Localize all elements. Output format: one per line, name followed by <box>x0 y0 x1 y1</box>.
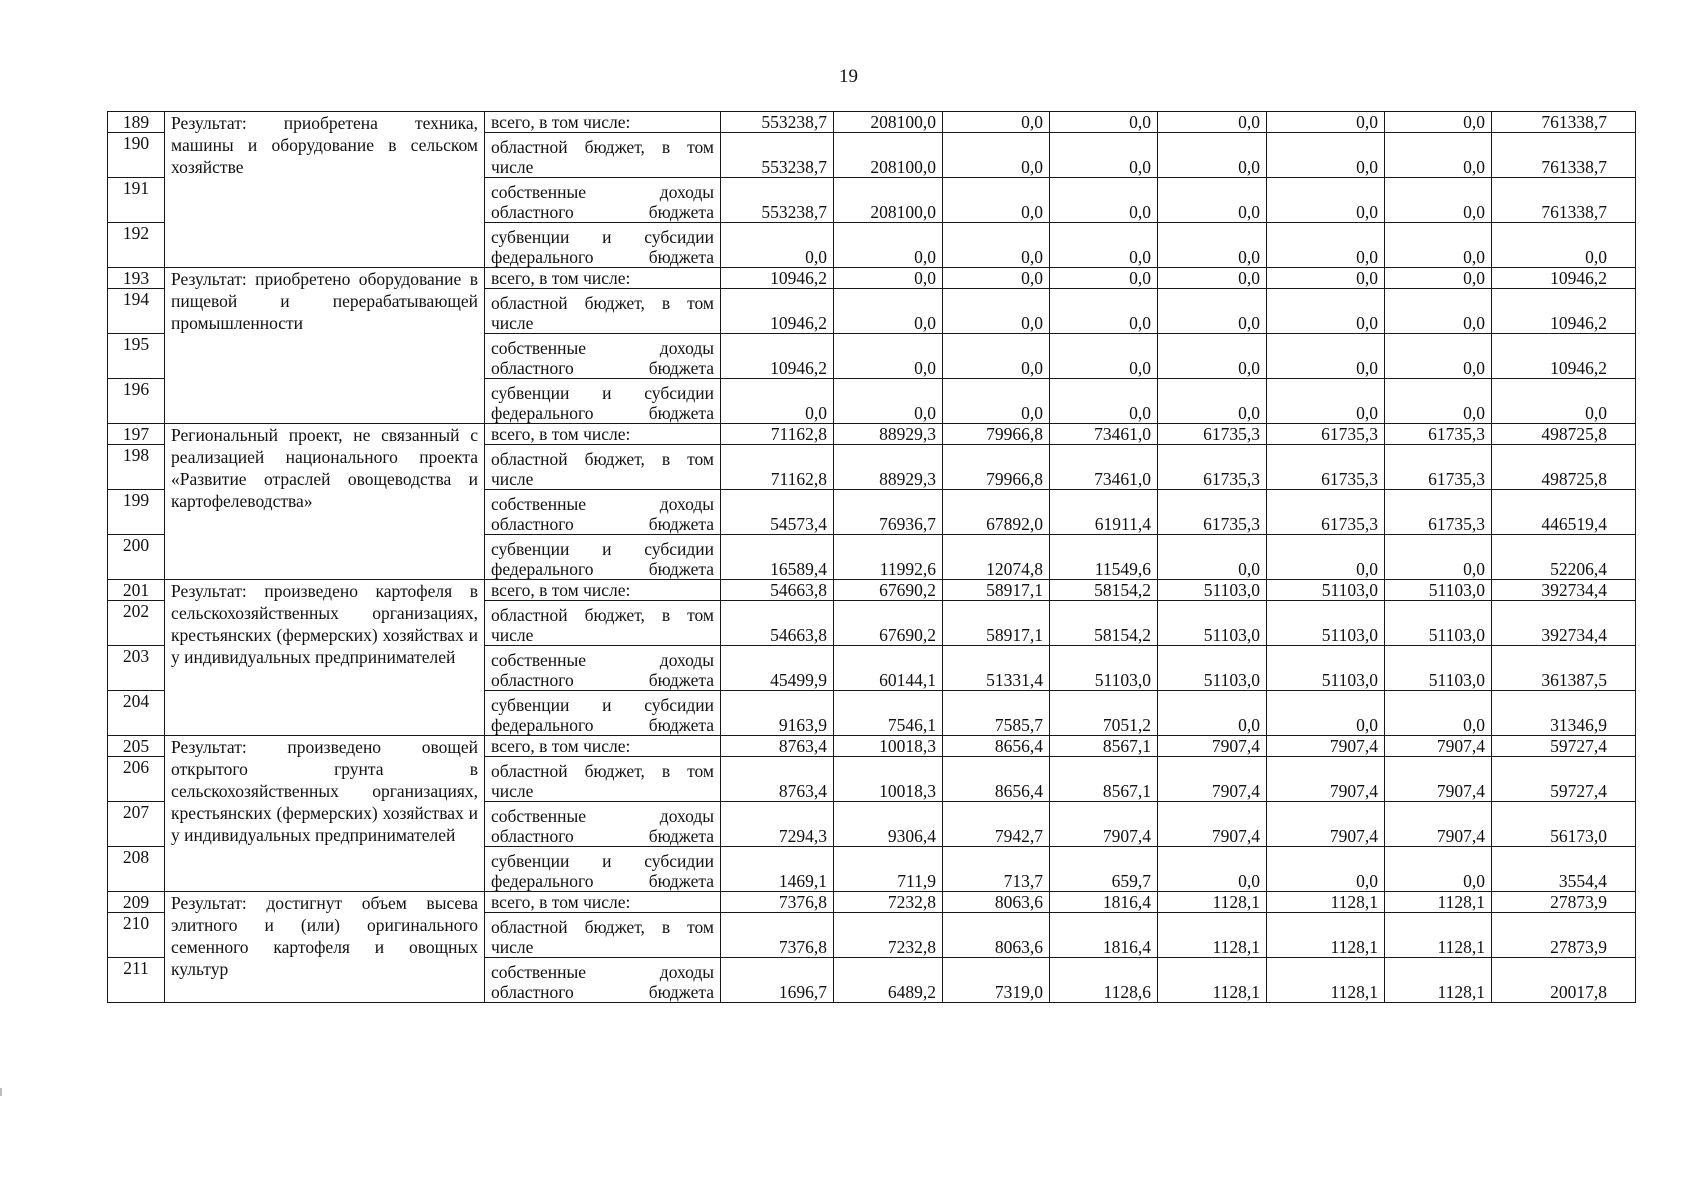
value-cell: 208100,0 <box>834 178 943 223</box>
value-cell: 10946,2 <box>721 289 834 334</box>
value-cell: 0,0 <box>1158 112 1267 133</box>
value-cell: 7907,4 <box>1385 757 1492 802</box>
value-cell: 1696,7 <box>721 958 834 1003</box>
total-cell: 498725,8 <box>1492 424 1636 445</box>
funding-source: собственные доходы областного бюджета <box>485 334 721 379</box>
value-cell: 1128,1 <box>1158 913 1267 958</box>
value-cell: 76936,7 <box>834 490 943 535</box>
value-cell: 0,0 <box>1385 334 1492 379</box>
value-cell: 0,0 <box>1267 334 1385 379</box>
value-cell: 51331,4 <box>943 646 1050 691</box>
value-cell: 711,9 <box>834 847 943 892</box>
funding-source: субвенции и субсидии федерального бюджета <box>485 691 721 736</box>
funding-source: субвенции и субсидии федерального бюджета <box>485 847 721 892</box>
value-cell: 0,0 <box>1158 268 1267 289</box>
value-cell: 58917,1 <box>943 580 1050 601</box>
value-cell: 0,0 <box>834 289 943 334</box>
value-cell: 7232,8 <box>834 892 943 913</box>
value-cell: 11992,6 <box>834 535 943 580</box>
total-cell: 392734,4 <box>1492 601 1636 646</box>
value-cell: 7585,7 <box>943 691 1050 736</box>
value-cell: 0,0 <box>1158 535 1267 580</box>
value-cell: 0,0 <box>1050 112 1158 133</box>
value-cell: 51103,0 <box>1158 601 1267 646</box>
value-cell: 61735,3 <box>1385 445 1492 490</box>
total-cell: 20017,8 <box>1492 958 1636 1003</box>
value-cell: 553238,7 <box>721 178 834 223</box>
value-cell: 0,0 <box>1267 289 1385 334</box>
value-cell: 11549,6 <box>1050 535 1158 580</box>
total-cell: 0,0 <box>1492 223 1636 268</box>
row-number: 211 <box>108 958 165 1003</box>
value-cell: 0,0 <box>943 178 1050 223</box>
value-cell: 0,0 <box>1267 178 1385 223</box>
value-cell: 8567,1 <box>1050 757 1158 802</box>
value-cell: 1469,1 <box>721 847 834 892</box>
value-cell: 61735,3 <box>1158 424 1267 445</box>
value-cell: 0,0 <box>1385 289 1492 334</box>
value-cell: 0,0 <box>1158 691 1267 736</box>
value-cell: 0,0 <box>1385 223 1492 268</box>
row-number: 195 <box>108 334 165 379</box>
row-number: 196 <box>108 379 165 424</box>
value-cell: 8656,4 <box>943 757 1050 802</box>
row-number: 191 <box>108 178 165 223</box>
value-cell: 0,0 <box>943 133 1050 178</box>
value-cell: 0,0 <box>1267 691 1385 736</box>
value-cell: 51103,0 <box>1267 601 1385 646</box>
value-cell: 10946,2 <box>721 268 834 289</box>
value-cell: 67690,2 <box>834 601 943 646</box>
value-cell: 51103,0 <box>1267 646 1385 691</box>
value-cell: 0,0 <box>943 268 1050 289</box>
value-cell: 0,0 <box>1158 178 1267 223</box>
total-cell: 761338,7 <box>1492 112 1636 133</box>
value-cell: 51103,0 <box>1385 580 1492 601</box>
total-cell: 27873,9 <box>1492 913 1636 958</box>
row-number: 203 <box>108 646 165 691</box>
value-cell: 553238,7 <box>721 133 834 178</box>
funding-source: собственные доходы областного бюджета <box>485 802 721 847</box>
value-cell: 0,0 <box>1050 334 1158 379</box>
row-number: 201 <box>108 580 165 601</box>
table-row <box>108 736 1636 757</box>
value-cell: 0,0 <box>1385 112 1492 133</box>
value-cell: 67892,0 <box>943 490 1050 535</box>
row-number: 198 <box>108 445 165 490</box>
value-cell: 1128,1 <box>1385 958 1492 1003</box>
value-cell: 7546,1 <box>834 691 943 736</box>
total-cell: 10946,2 <box>1492 268 1636 289</box>
total-cell: 761338,7 <box>1492 178 1636 223</box>
value-cell: 1128,1 <box>1385 892 1492 913</box>
value-cell: 12074,8 <box>943 535 1050 580</box>
value-cell: 54663,8 <box>721 601 834 646</box>
value-cell: 73461,0 <box>1050 445 1158 490</box>
value-cell: 0,0 <box>1050 289 1158 334</box>
value-cell: 61735,3 <box>1267 445 1385 490</box>
value-cell: 88929,3 <box>834 445 943 490</box>
value-cell: 8063,6 <box>943 913 1050 958</box>
total-cell: 59727,4 <box>1492 736 1636 757</box>
total-cell: 0,0 <box>1492 379 1636 424</box>
value-cell: 51103,0 <box>1385 646 1492 691</box>
total-cell: 446519,4 <box>1492 490 1636 535</box>
value-cell: 0,0 <box>1158 223 1267 268</box>
value-cell: 16589,4 <box>721 535 834 580</box>
value-cell: 51103,0 <box>1158 580 1267 601</box>
group-title: Результат: произведено овощей открытого грунта в сельскохозяйственных организациях, крестьянских (фермерских) хозяйствах и у индивидуальных предпринимателей <box>165 736 485 892</box>
row-number: 190 <box>108 133 165 178</box>
funding-source: субвенции и субсидии федерального бюджета <box>485 223 721 268</box>
value-cell: 0,0 <box>1050 223 1158 268</box>
total-cell: 10946,2 <box>1492 334 1636 379</box>
value-cell: 7232,8 <box>834 913 943 958</box>
funding-source: областной бюджет, в том числе <box>485 289 721 334</box>
total-cell: 498725,8 <box>1492 445 1636 490</box>
value-cell: 61735,3 <box>1158 445 1267 490</box>
value-cell: 10946,2 <box>721 334 834 379</box>
value-cell: 7051,2 <box>1050 691 1158 736</box>
value-cell: 208100,0 <box>834 112 943 133</box>
value-cell: 0,0 <box>1385 178 1492 223</box>
value-cell: 7907,4 <box>1385 736 1492 757</box>
value-cell: 713,7 <box>943 847 1050 892</box>
value-cell: 10018,3 <box>834 757 943 802</box>
funding-source: субвенции и субсидии федерального бюджета <box>485 379 721 424</box>
funding-source: областной бюджет, в том числе <box>485 445 721 490</box>
value-cell: 7907,4 <box>1158 802 1267 847</box>
row-number: 200 <box>108 535 165 580</box>
value-cell: 7319,0 <box>943 958 1050 1003</box>
group-title: Результат: произведено картофеля в сельскохозяйственных организациях, крестьянских (фермерских) хозяйствах и у индивидуальных предпринимателей <box>165 580 485 736</box>
total-cell: 52206,4 <box>1492 535 1636 580</box>
value-cell: 58154,2 <box>1050 580 1158 601</box>
value-cell: 7294,3 <box>721 802 834 847</box>
funding-source: собственные доходы областного бюджета <box>485 958 721 1003</box>
value-cell: 54573,4 <box>721 490 834 535</box>
value-cell: 0,0 <box>1158 379 1267 424</box>
value-cell: 58154,2 <box>1050 601 1158 646</box>
value-cell: 0,0 <box>1050 379 1158 424</box>
funding-source: всего, в том числе: <box>485 268 721 289</box>
total-cell: 361387,5 <box>1492 646 1636 691</box>
value-cell: 67690,2 <box>834 580 943 601</box>
value-cell: 8656,4 <box>943 736 1050 757</box>
value-cell: 7907,4 <box>1267 736 1385 757</box>
total-cell: 3554,4 <box>1492 847 1636 892</box>
funding-source: собственные доходы областного бюджета <box>485 178 721 223</box>
value-cell: 7907,4 <box>1267 757 1385 802</box>
row-number: 209 <box>108 892 165 913</box>
row-number: 199 <box>108 490 165 535</box>
group-title: Результат: приобретена техника, машины и оборудование в сельском хозяйстве <box>165 112 485 268</box>
row-number: 208 <box>108 847 165 892</box>
budget-table <box>107 111 1636 1003</box>
value-cell: 0,0 <box>1385 691 1492 736</box>
funding-source: всего, в том числе: <box>485 112 721 133</box>
value-cell: 61911,4 <box>1050 490 1158 535</box>
value-cell: 51103,0 <box>1158 646 1267 691</box>
value-cell: 51103,0 <box>1385 601 1492 646</box>
total-cell: 392734,4 <box>1492 580 1636 601</box>
value-cell: 0,0 <box>943 223 1050 268</box>
row-number: 194 <box>108 289 165 334</box>
funding-source: собственные доходы областного бюджета <box>485 646 721 691</box>
row-number: 197 <box>108 424 165 445</box>
value-cell: 88929,3 <box>834 424 943 445</box>
total-cell: 59727,4 <box>1492 757 1636 802</box>
value-cell: 8763,4 <box>721 736 834 757</box>
value-cell: 0,0 <box>721 379 834 424</box>
value-cell: 71162,8 <box>721 424 834 445</box>
total-cell: 10946,2 <box>1492 289 1636 334</box>
total-cell: 761338,7 <box>1492 133 1636 178</box>
row-number: 189 <box>108 112 165 133</box>
group-title: Результат: достигнут объем высева элитного и (или) оригинального семенного картофеля и овощных культур <box>165 892 485 1003</box>
value-cell: 60144,1 <box>834 646 943 691</box>
row-number: 192 <box>108 223 165 268</box>
value-cell: 8567,1 <box>1050 736 1158 757</box>
value-cell: 51103,0 <box>1050 646 1158 691</box>
value-cell: 1128,1 <box>1267 958 1385 1003</box>
value-cell: 7907,4 <box>1267 802 1385 847</box>
value-cell: 1128,1 <box>1158 958 1267 1003</box>
scan-artifact <box>0 1088 2 1096</box>
value-cell: 0,0 <box>721 223 834 268</box>
funding-source: областной бюджет, в том числе <box>485 913 721 958</box>
funding-source: всего, в том числе: <box>485 424 721 445</box>
total-cell: 31346,9 <box>1492 691 1636 736</box>
value-cell: 0,0 <box>1267 379 1385 424</box>
value-cell: 0,0 <box>1385 268 1492 289</box>
value-cell: 7376,8 <box>721 913 834 958</box>
value-cell: 0,0 <box>834 334 943 379</box>
page-number: 19 <box>839 66 858 87</box>
table-row <box>108 112 1636 133</box>
value-cell: 8063,6 <box>943 892 1050 913</box>
value-cell: 9163,9 <box>721 691 834 736</box>
value-cell: 0,0 <box>1158 133 1267 178</box>
funding-source: областной бюджет, в том числе <box>485 133 721 178</box>
total-cell: 56173,0 <box>1492 802 1636 847</box>
row-number: 210 <box>108 913 165 958</box>
value-cell: 45499,9 <box>721 646 834 691</box>
value-cell: 7907,4 <box>1050 802 1158 847</box>
value-cell: 1128,1 <box>1267 892 1385 913</box>
value-cell: 54663,8 <box>721 580 834 601</box>
row-number: 202 <box>108 601 165 646</box>
value-cell: 553238,7 <box>721 112 834 133</box>
value-cell: 0,0 <box>1158 289 1267 334</box>
group-title: Результат: приобретено оборудование в пищевой и перерабатывающей промышленности <box>165 268 485 424</box>
table-row <box>108 268 1636 289</box>
table-row <box>108 580 1636 601</box>
value-cell: 0,0 <box>1385 847 1492 892</box>
value-cell: 61735,3 <box>1385 490 1492 535</box>
value-cell: 7907,4 <box>1158 736 1267 757</box>
row-number: 206 <box>108 757 165 802</box>
value-cell: 0,0 <box>1267 112 1385 133</box>
value-cell: 73461,0 <box>1050 424 1158 445</box>
budget-table-body <box>108 112 1636 1003</box>
funding-source: субвенции и субсидии федерального бюджета <box>485 535 721 580</box>
value-cell: 0,0 <box>1158 847 1267 892</box>
value-cell: 0,0 <box>834 223 943 268</box>
value-cell: 0,0 <box>943 379 1050 424</box>
value-cell: 7907,4 <box>1385 802 1492 847</box>
value-cell: 1128,1 <box>1158 892 1267 913</box>
table-row <box>108 892 1636 913</box>
value-cell: 61735,3 <box>1385 424 1492 445</box>
value-cell: 61735,3 <box>1267 424 1385 445</box>
value-cell: 1128,6 <box>1050 958 1158 1003</box>
funding-source: собственные доходы областного бюджета <box>485 490 721 535</box>
row-number: 205 <box>108 736 165 757</box>
value-cell: 7907,4 <box>1158 757 1267 802</box>
row-number: 207 <box>108 802 165 847</box>
value-cell: 0,0 <box>943 334 1050 379</box>
value-cell: 0,0 <box>1050 268 1158 289</box>
funding-source: всего, в том числе: <box>485 580 721 601</box>
value-cell: 0,0 <box>1267 535 1385 580</box>
value-cell: 9306,4 <box>834 802 943 847</box>
value-cell: 58917,1 <box>943 601 1050 646</box>
value-cell: 1816,4 <box>1050 913 1158 958</box>
row-number: 193 <box>108 268 165 289</box>
value-cell: 61735,3 <box>1158 490 1267 535</box>
table-row <box>108 424 1636 445</box>
value-cell: 51103,0 <box>1267 580 1385 601</box>
value-cell: 1816,4 <box>1050 892 1158 913</box>
value-cell: 0,0 <box>1267 133 1385 178</box>
value-cell: 79966,8 <box>943 445 1050 490</box>
value-cell: 1128,1 <box>1385 913 1492 958</box>
value-cell: 0,0 <box>1267 847 1385 892</box>
funding-source: областной бюджет, в том числе <box>485 757 721 802</box>
value-cell: 0,0 <box>1385 379 1492 424</box>
value-cell: 7376,8 <box>721 892 834 913</box>
value-cell: 0,0 <box>834 268 943 289</box>
funding-source: всего, в том числе: <box>485 892 721 913</box>
value-cell: 0,0 <box>1385 133 1492 178</box>
value-cell: 0,0 <box>1267 223 1385 268</box>
value-cell: 659,7 <box>1050 847 1158 892</box>
value-cell: 0,0 <box>943 112 1050 133</box>
group-title: Региональный проект, не связанный с реализацией национального проекта «Развитие отраслей овощеводства и картофелеводства» <box>165 424 485 580</box>
value-cell: 0,0 <box>943 289 1050 334</box>
value-cell: 71162,8 <box>721 445 834 490</box>
funding-source: всего, в том числе: <box>485 736 721 757</box>
row-number: 204 <box>108 691 165 736</box>
value-cell: 10018,3 <box>834 736 943 757</box>
value-cell: 0,0 <box>1385 535 1492 580</box>
value-cell: 208100,0 <box>834 133 943 178</box>
value-cell: 0,0 <box>1267 268 1385 289</box>
value-cell: 79966,8 <box>943 424 1050 445</box>
value-cell: 0,0 <box>1050 178 1158 223</box>
value-cell: 0,0 <box>1158 334 1267 379</box>
total-cell: 27873,9 <box>1492 892 1636 913</box>
value-cell: 61735,3 <box>1267 490 1385 535</box>
value-cell: 7942,7 <box>943 802 1050 847</box>
value-cell: 0,0 <box>1050 133 1158 178</box>
value-cell: 1128,1 <box>1267 913 1385 958</box>
funding-source: областной бюджет, в том числе <box>485 601 721 646</box>
value-cell: 8763,4 <box>721 757 834 802</box>
value-cell: 6489,2 <box>834 958 943 1003</box>
value-cell: 0,0 <box>834 379 943 424</box>
